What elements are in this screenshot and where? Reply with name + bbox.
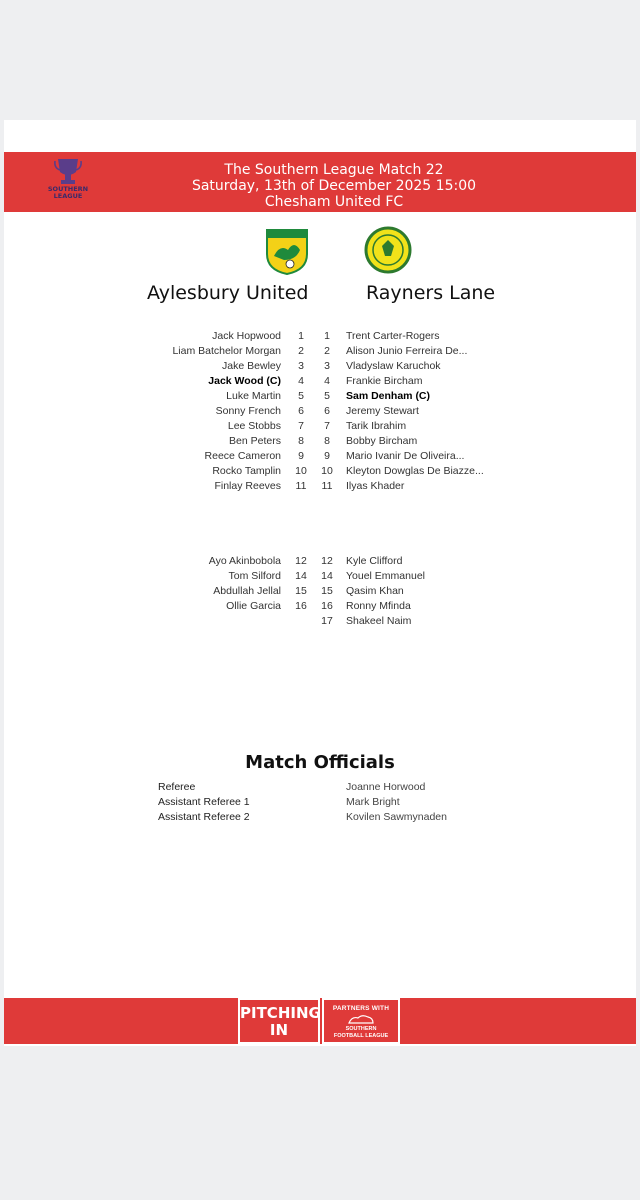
home-shirt-number: 6 (298, 405, 304, 417)
away-shirt-number: 16 (321, 600, 333, 612)
away-player-name: Mario Ivanir De Oliveira... (346, 450, 465, 462)
pitching-in-line-1: PITCHING (240, 1004, 321, 1022)
away-player-name: Ronny Mfinda (346, 600, 411, 612)
away-player-name: Tarik Ibrahim (346, 420, 407, 432)
lineup-row (4, 449, 636, 464)
home-player-name: Reece Cameron (204, 450, 281, 462)
home-shirt-number: 16 (295, 600, 307, 612)
away-shirt-number: 8 (324, 435, 330, 447)
away-player-name: Shakeel Naim (346, 615, 412, 627)
lineup-row (4, 479, 636, 494)
official-row (4, 780, 636, 795)
home-player-name: Tom Silford (228, 570, 281, 582)
lineup-row (4, 419, 636, 434)
pitching-in-line-2: IN (269, 1021, 289, 1039)
away-player-name: Kyle Clifford (346, 555, 403, 567)
away-player-name: Sam Denham (C) (346, 390, 431, 402)
team-sheet (4, 120, 636, 1046)
home-shirt-number: 5 (298, 390, 304, 402)
home-shirt-number: 10 (295, 465, 307, 477)
lineup-row (4, 434, 636, 449)
home-shirt-number: 3 (298, 360, 304, 372)
home-shirt-number: 15 (295, 585, 307, 597)
league-logo-text-2: LEAGUE (53, 192, 83, 200)
southern-league-logo (42, 156, 94, 208)
lineup-row (4, 554, 636, 569)
home-shirt-number: 2 (298, 345, 304, 357)
away-player-name: Trent Carter-Rogers (346, 330, 440, 342)
home-player-name: Lee Stobbs (227, 420, 281, 432)
footer-bar (4, 998, 636, 1044)
away-shirt-number: 11 (321, 480, 333, 492)
away-shirt-number: 5 (324, 390, 330, 402)
home-player-name: Jack Hopwood (212, 330, 281, 342)
away-shirt-number: 6 (324, 405, 330, 417)
away-shirt-number: 14 (321, 570, 333, 582)
lineup-row (4, 614, 636, 629)
away-shirt-number: 4 (324, 375, 330, 387)
rayners-lane-crest (364, 226, 412, 274)
home-player-name: Finlay Reeves (214, 480, 281, 492)
away-player-name: Jeremy Stewart (346, 405, 419, 417)
home-player-name: Sonny French (215, 405, 281, 417)
official-role: Referee (158, 781, 196, 793)
lineup-row (4, 584, 636, 599)
away-player-name: Bobby Bircham (346, 435, 418, 447)
header-bar (4, 152, 636, 212)
pitching-in-logo (238, 998, 320, 1044)
lineup-row (4, 569, 636, 584)
away-player-name: Alison Junio Ferreira De... (346, 345, 468, 357)
match-name: The Southern League Match 22 (224, 162, 444, 178)
away-team-name: Rayners Lane (366, 282, 496, 304)
lineup-row (4, 359, 636, 374)
home-player-name: Jake Bewley (222, 360, 281, 372)
away-player-name: Frankie Bircham (346, 375, 423, 387)
official-row (4, 810, 636, 825)
away-player-name: Kleyton Dowglas De Biazze... (346, 465, 484, 477)
official-role: Assistant Referee 1 (158, 796, 250, 808)
league-logo-text-1: SOUTHERN (47, 185, 89, 193)
lineup-row (4, 344, 636, 359)
home-shirt-number: 11 (295, 480, 307, 492)
home-player-name: Jack Wood (C) (208, 375, 281, 387)
away-shirt-number: 10 (321, 465, 333, 477)
away-shirt-number: 3 (324, 360, 330, 372)
lineup-row (4, 599, 636, 614)
away-shirt-number: 15 (321, 585, 333, 597)
home-player-name: Ben Peters (229, 435, 281, 447)
home-shirt-number: 9 (298, 450, 304, 462)
trophy-icon (52, 156, 84, 188)
home-player-name: Abdullah Jellal (213, 585, 281, 597)
away-shirt-number: 2 (324, 345, 330, 357)
away-player-name: Vladyslaw Karuchok (346, 360, 441, 372)
away-player-name: Qasim Khan (346, 585, 404, 597)
away-shirt-number: 9 (324, 450, 330, 462)
lion-icon (346, 1013, 376, 1025)
sfl-line-1: SOUTHERN (345, 1026, 377, 1032)
official-row (4, 795, 636, 810)
away-player-name: Ilyas Khader (346, 480, 405, 492)
partners-with-label: PARTNERS WITH (332, 1005, 390, 1012)
home-shirt-number: 14 (295, 570, 307, 582)
home-player-name: Ollie Garcia (226, 600, 281, 612)
official-name: Kovilen Sawmynaden (346, 811, 447, 823)
lineup-row (4, 404, 636, 419)
home-shirt-number: 7 (298, 420, 304, 432)
lineup-row (4, 464, 636, 479)
lineup-row (4, 329, 636, 344)
match-datetime: Saturday, 13th of December 2025 15:00 (191, 178, 477, 194)
sfl-partner-logo (322, 998, 400, 1044)
official-role: Assistant Referee 2 (158, 811, 250, 823)
sfl-line-2: FOOTBALL LEAGUE (333, 1033, 389, 1039)
home-team-name: Aylesbury United (147, 282, 309, 304)
home-player-name: Rocko Tamplin (212, 465, 281, 477)
home-shirt-number: 1 (298, 330, 304, 342)
home-shirt-number: 12 (295, 555, 307, 567)
away-player-name: Youel Emmanuel (346, 570, 425, 582)
home-shirt-number: 4 (298, 375, 304, 387)
officials-title: Match Officials (245, 752, 395, 773)
home-player-name: Luke Martin (226, 390, 281, 402)
away-shirt-number: 17 (321, 615, 333, 627)
lineup-row (4, 389, 636, 404)
away-shirt-number: 1 (324, 330, 330, 342)
home-shirt-number: 8 (298, 435, 304, 447)
lineup-row (4, 374, 636, 389)
home-player-name: Ayo Akinbobola (208, 555, 281, 567)
official-name: Mark Bright (346, 796, 400, 808)
official-name: Joanne Horwood (346, 781, 426, 793)
home-player-name: Liam Batchelor Morgan (172, 345, 281, 357)
aylesbury-united-crest (262, 226, 312, 276)
away-shirt-number: 12 (321, 555, 333, 567)
match-venue: Chesham United FC (264, 194, 404, 210)
away-shirt-number: 7 (324, 420, 330, 432)
